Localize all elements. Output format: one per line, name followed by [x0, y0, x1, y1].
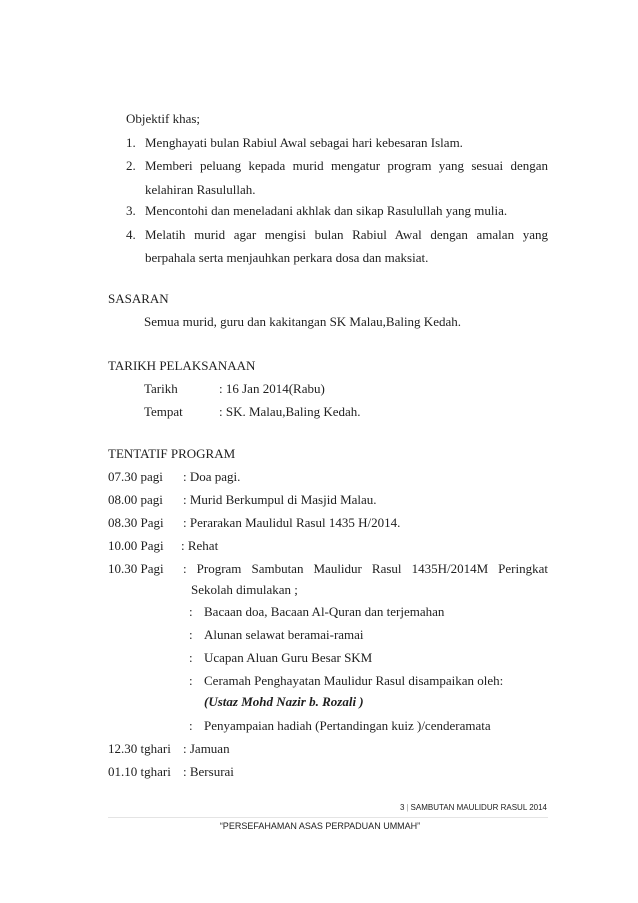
sub-item-colon: :: [189, 718, 193, 733]
sub-item-text: Bacaan doa, Bacaan Al-Quran dan terjemahan: [204, 604, 445, 619]
objektif-item-4-line2: berpahala serta menjauhkan perkara dosa dan maksiat.: [145, 250, 429, 265]
objektif-item-4-num: 4.: [126, 227, 136, 242]
tentatif-time: 01.10 tghari: [108, 764, 171, 779]
footer-page-label: [300, 802, 547, 814]
tarikh-value: : 16 Jan 2014(Rabu): [219, 381, 325, 396]
speaker-name: (Ustaz Mohd Nazir b. Rozali ): [204, 694, 364, 709]
sasaran-heading: SASARAN: [108, 291, 169, 306]
sasaran-text: Semua murid, guru dan kakitangan SK Malau,Baling Kedah.: [144, 314, 461, 329]
objektif-item-1-num: 1.: [126, 135, 136, 150]
tentatif-time: 08.00 pagi: [108, 492, 163, 507]
sub-item-text: Ceramah Penghayatan Maulidur Rasul disampaikan oleh:: [204, 673, 504, 688]
sub-item-colon: :: [189, 604, 193, 619]
tentatif-heading: TENTATIF PROGRAM: [108, 446, 236, 461]
sub-item-colon: :: [189, 673, 193, 688]
tentatif-time: 12.30 tghari: [108, 741, 171, 756]
tentatif-time: 10.30 Pagi: [108, 561, 164, 576]
tentatif-activity: : Murid Berkumpul di Masjid Malau.: [183, 492, 377, 507]
sub-item-text: Penyampaian hadiah (Pertandingan kuiz )/cenderamata: [204, 718, 491, 733]
footer-divider: [108, 817, 548, 818]
tentatif-activity: : Doa pagi.: [183, 469, 241, 484]
tentatif-activity: : Rehat: [181, 538, 219, 553]
tempat-value: : SK. Malau,Baling Kedah.: [219, 404, 361, 419]
tentatif-activity: : Bersurai: [183, 764, 234, 779]
tentatif-activity: : Perarakan Maulidul Rasul 1435 H/2014.: [183, 515, 401, 530]
sub-item-colon: :: [189, 627, 193, 642]
footer-doc-title: SAMBUTAN MAULIDUR RASUL 2014: [410, 803, 547, 812]
objektif-item-1-text: Menghayati bulan Rabiul Awal sebagai hari kebesaran Islam.: [145, 135, 463, 150]
tempat-label: Tempat: [144, 404, 183, 419]
tarikh-heading: TARIKH PELAKSANAAN: [108, 358, 256, 373]
tentatif-activity: : Program Sambutan Maulidur Rasul 1435H/2014M Peringkat: [183, 561, 548, 576]
tentatif-activity-cont: Sekolah dimulakan ;: [191, 582, 298, 597]
sub-item-text: Alunan selawat beramai-ramai: [204, 627, 364, 642]
footer-separator: |: [406, 803, 409, 812]
tarikh-label: Tarikh: [144, 381, 178, 396]
tentatif-time: 07.30 pagi: [108, 469, 163, 484]
objektif-heading: Objektif khas;: [126, 111, 201, 126]
objektif-item-2-num: 2.: [126, 158, 136, 173]
objektif-item-3-num: 3.: [126, 203, 136, 218]
footer-motto: “PERSEFAHAMAN ASAS PERPADUAN UMMAH”: [219, 821, 421, 831]
tentatif-time: 10.00 Pagi: [108, 538, 164, 553]
tentatif-time: 08.30 Pagi: [108, 515, 164, 530]
tentatif-activity: : Jamuan: [183, 741, 230, 756]
sub-item-colon: :: [189, 650, 193, 665]
objektif-item-2-line1: Memberi peluang kepada murid mengatur program yang sesuai dengan: [145, 158, 548, 173]
objektif-item-3-text: Mencontohi dan meneladani akhlak dan sikap Rasulullah yang mulia.: [145, 203, 508, 218]
page-number: 3: [399, 803, 405, 812]
objektif-item-4-line1: Melatih murid agar mengisi bulan Rabiul Awal dengan amalan yang: [145, 227, 548, 242]
objektif-item-2-line2: kelahiran Rasulullah.: [145, 182, 256, 197]
sub-item-text: Ucapan Aluan Guru Besar SKM: [204, 650, 373, 665]
